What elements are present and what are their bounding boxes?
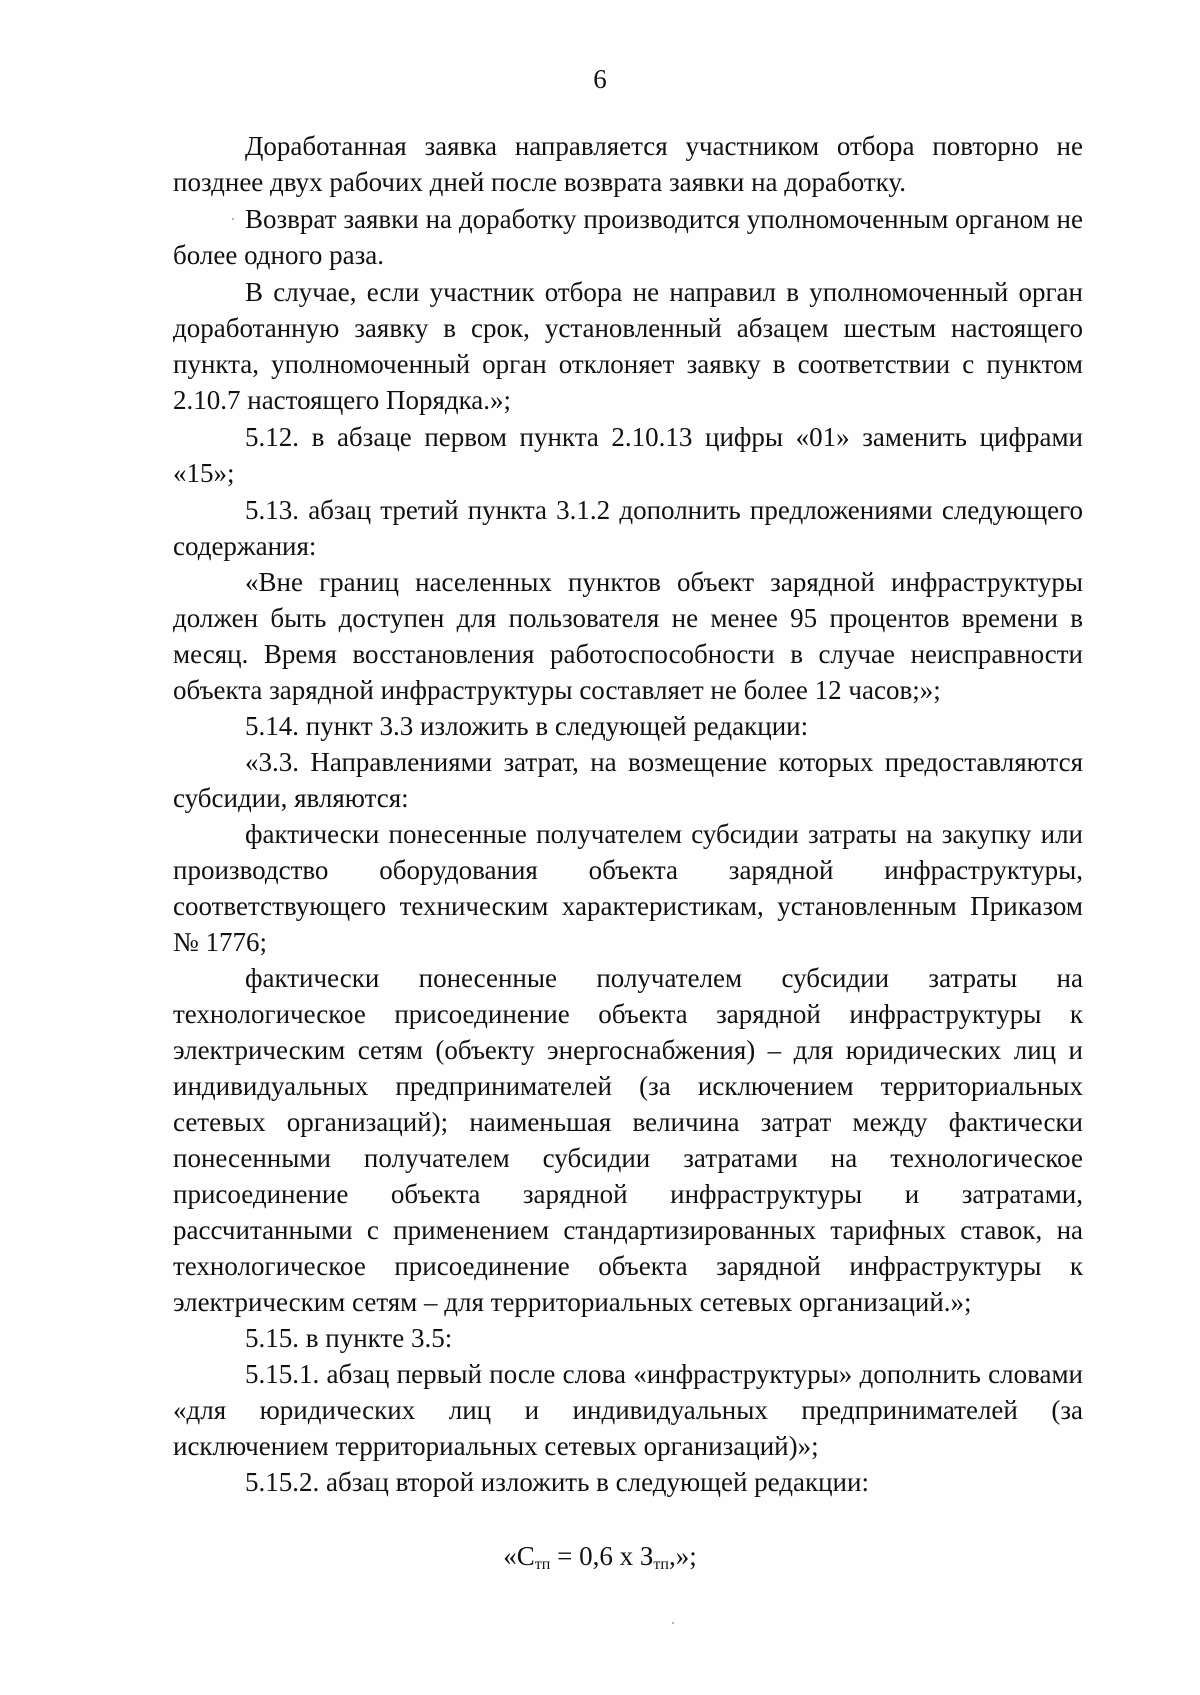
paragraph: В случае, если участник отбора не направил в уполномоченный орган доработанную заявку в срок, установленный абзацем шестым настоящего пункта, уполномоченный орган отклоняет заявку в соответствии с пунктом 2.10.7 настоящего Порядка.»;: [173, 277, 1083, 415]
formula-middle: = 0,6 х З: [550, 1541, 654, 1571]
list-item: фактически понесенные получателем субсидии затраты на технологическое присоединение объекта зарядной инфраструктуры к электрическим сетям (объекту энергоснабжения) – для юридических лиц и индивидуальных предпринимателей (за исключением территориальных сетевых организаций); наименьшая величина затрат между фактически понесенными получателем субсидии затратами на технологическое присоединение объекта зарядной инфраструктуры и затратами, рассчитанными с применением стандартизированных тарифных ставок, на технологическое присоединение объекта зарядной инфраструктуры к электрическим сетям – для территориальных сетевых организаций.»;: [173, 963, 1083, 1317]
document-body: [173, 128, 1083, 1500]
quoted-paragraph: «Вне границ населенных пунктов объект зарядной инфраструктуры должен быть доступен для пользователя не менее 95 процентов времени в месяц. Время восстановления работоспособности в случае неисправности объекта зарядной инфраструктуры составляет не более 12 часов;»;: [173, 567, 1083, 705]
formula: [0, 1541, 1200, 1574]
paragraph: 5.15.1. абзац первый после слова «инфраструктуры» дополнить словами «для юридических лиц и индивидуальных предпринимателей (за исключением территориальных сетевых организаций)»;: [173, 1359, 1083, 1461]
formula-open: «С: [503, 1541, 535, 1571]
formula-subscript: тп: [653, 1556, 669, 1573]
scan-speck: [672, 1622, 674, 1624]
page-number: 6: [593, 64, 607, 94]
list-item: фактически понесенные получателем субсидии затраты на закупку или производство оборудования объекта зарядной инфраструктуры, соответствующего техническим характеристикам, установленным Приказом № 1776;: [173, 819, 1083, 957]
formula-close: ,»;: [668, 1541, 697, 1571]
quoted-paragraph: «3.3. Направлениями затрат, на возмещение которых предоставляются субсидии, являются:: [173, 747, 1083, 813]
paragraph: 5.13. абзац третий пункта 3.1.2 дополнить предложениями следующего содержания:: [173, 495, 1083, 561]
paragraph: Возврат заявки на доработку производится уполномоченным органом не более одного раза.: [173, 204, 1083, 270]
paragraph: 5.15.2. абзац второй изложить в следующей редакции:: [245, 1467, 869, 1497]
formula-subscript: тп: [534, 1556, 551, 1573]
paragraph: 5.14. пункт 3.3 изложить в следующей редакции:: [245, 711, 809, 741]
scan-speck: [232, 218, 234, 220]
paragraph: 5.15. в пункте 3.5:: [245, 1323, 453, 1353]
paragraph: Доработанная заявка направляется участником отбора повторно не позднее двух рабочих дней после возврата заявки на доработку.: [173, 131, 1083, 197]
paragraph: 5.12. в абзаце первом пункта 2.10.13 цифры «01» заменить цифрами «15»;: [173, 422, 1083, 488]
